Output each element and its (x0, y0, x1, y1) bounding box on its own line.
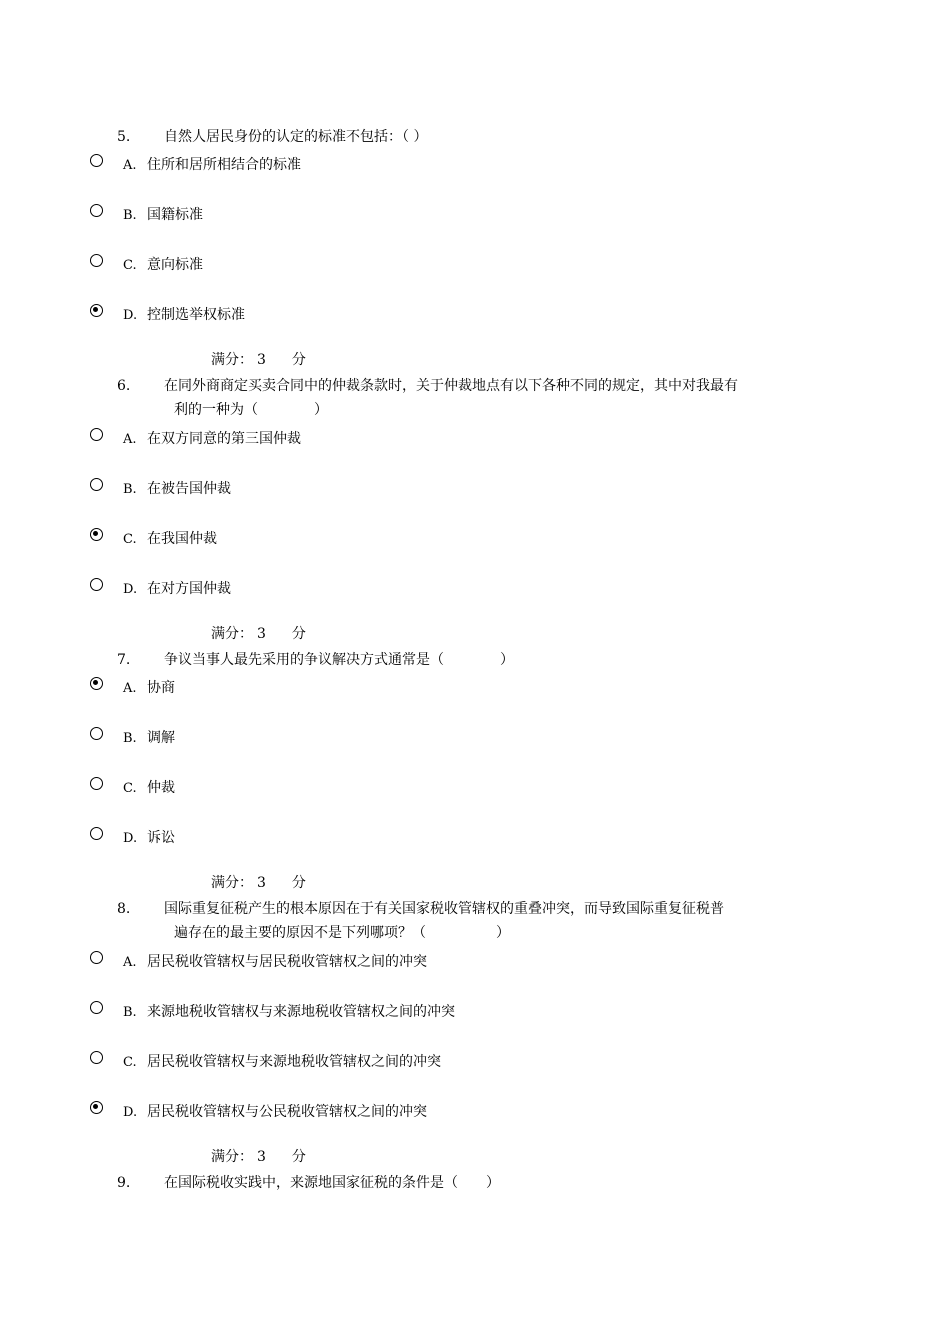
radio-button[interactable] (90, 578, 103, 591)
question-text: 自然人居民身份的认定的标准不包括：（ ） (164, 129, 428, 145)
question-8-option-a[interactable] (90, 951, 690, 977)
question-7-option-b[interactable] (90, 727, 690, 753)
radio-button-selected[interactable] (90, 304, 103, 317)
option-letter: C. (123, 1055, 137, 1070)
question-6-option-c[interactable] (90, 528, 690, 554)
radio-button[interactable] (90, 827, 103, 840)
option-text: 在我国仲裁 (147, 531, 217, 547)
option-letter: C. (123, 781, 137, 796)
question-text-line-2: 遍存在的最主要的原因不是下列哪项？（ ） (174, 925, 510, 941)
question-number: 7. (117, 652, 131, 668)
option-text: 国籍标准 (147, 207, 203, 223)
option-letter: C. (123, 258, 137, 273)
radio-button-selected[interactable] (90, 1101, 103, 1114)
option-text: 住所和居所相结合的标准 (147, 157, 301, 173)
radio-button-selected[interactable] (90, 528, 103, 541)
score-value: 3 (257, 352, 266, 368)
score-value: 3 (257, 626, 266, 642)
question-5-stem (117, 125, 817, 149)
question-6-option-d[interactable] (90, 578, 690, 604)
score-value: 3 (257, 1149, 266, 1165)
question-7-option-c[interactable] (90, 777, 690, 803)
question-number: 6. (117, 378, 131, 394)
question-5-option-a[interactable] (90, 154, 690, 180)
question-7-stem (117, 648, 817, 672)
question-5-option-b[interactable] (90, 204, 690, 230)
question-5-option-d[interactable] (90, 304, 690, 330)
question-5-option-c[interactable] (90, 254, 690, 280)
radio-button[interactable] (90, 154, 103, 167)
radio-button[interactable] (90, 428, 103, 441)
question-text-line-1: 在同外商商定买卖合同中的仲裁条款时，关于仲裁地点有以下各种不同的规定，其中对我最有 (164, 378, 738, 394)
option-letter: D. (123, 831, 138, 846)
option-text: 居民税收管辖权与公民税收管辖权之间的冲突 (147, 1104, 427, 1120)
option-letter: B. (123, 208, 137, 223)
score-label: 满分： (211, 352, 253, 368)
option-text: 协商 (147, 680, 175, 696)
score-label: 满分： (211, 875, 253, 891)
radio-button[interactable] (90, 478, 103, 491)
question-5-score (211, 351, 306, 369)
question-6-score (211, 625, 306, 643)
score-unit: 分 (291, 352, 306, 368)
option-letter: C. (123, 532, 137, 547)
option-letter: A. (123, 681, 137, 696)
radio-button[interactable] (90, 1051, 103, 1064)
option-text: 在对方国仲裁 (147, 581, 231, 597)
question-6-option-a[interactable] (90, 428, 690, 454)
radio-button-selected[interactable] (90, 677, 103, 690)
score-unit: 分 (291, 875, 306, 891)
question-text-line-1: 国际重复征税产生的根本原因在于有关国家税收管辖权的重叠冲突，而导致国际重复征税普 (164, 901, 724, 917)
question-8-option-c[interactable] (90, 1051, 690, 1077)
option-text: 诉讼 (147, 830, 175, 846)
radio-button[interactable] (90, 777, 103, 790)
question-6-stem (117, 374, 817, 422)
score-value: 3 (257, 875, 266, 891)
question-8-option-b[interactable] (90, 1001, 690, 1027)
question-text (164, 374, 817, 422)
radio-button[interactable] (90, 204, 103, 217)
option-text: 居民税收管辖权与来源地税收管辖权之间的冲突 (147, 1054, 441, 1070)
option-text: 仲裁 (147, 780, 175, 796)
question-text: 争议当事人最先采用的争议解决方式通常是（ ） (164, 652, 514, 668)
score-unit: 分 (291, 1149, 306, 1165)
radio-button[interactable] (90, 254, 103, 267)
radio-button[interactable] (90, 951, 103, 964)
option-letter: A. (123, 432, 137, 447)
score-unit: 分 (291, 626, 306, 642)
option-text: 控制选举权标准 (147, 307, 245, 323)
question-6-option-b[interactable] (90, 478, 690, 504)
option-text: 在被告国仲裁 (147, 481, 231, 497)
score-label: 满分： (211, 626, 253, 642)
option-text: 调解 (147, 730, 175, 746)
option-text: 在双方同意的第三国仲裁 (147, 431, 301, 447)
option-letter: A. (123, 158, 137, 173)
option-letter: B. (123, 731, 137, 746)
question-7-option-a[interactable] (90, 677, 690, 703)
question-number: 5. (117, 129, 131, 145)
score-label: 满分： (211, 1149, 253, 1165)
question-8-stem (117, 897, 817, 945)
option-letter: D. (123, 582, 138, 597)
question-7-score (211, 874, 306, 892)
question-number: 8. (117, 901, 131, 917)
question-8-option-d[interactable] (90, 1101, 690, 1127)
option-text: 居民税收管辖权与居民税收管辖权之间的冲突 (147, 954, 427, 970)
radio-button[interactable] (90, 727, 103, 740)
option-letter: D. (123, 1105, 138, 1120)
question-8-score (211, 1148, 306, 1166)
option-letter: B. (123, 482, 137, 497)
question-text (164, 897, 817, 945)
option-letter: B. (123, 1005, 137, 1020)
question-9-stem (117, 1171, 817, 1195)
question-number: 9. (117, 1175, 131, 1191)
question-text: 在国际税收实践中，来源地国家征税的条件是（ ） (164, 1175, 500, 1191)
question-7-option-d[interactable] (90, 827, 690, 853)
option-letter: A. (123, 955, 137, 970)
option-text: 意向标准 (147, 257, 203, 273)
option-text: 来源地税收管辖权与来源地税收管辖权之间的冲突 (147, 1004, 455, 1020)
radio-button[interactable] (90, 1001, 103, 1014)
option-letter: D. (123, 308, 138, 323)
question-text-line-2: 利的一种为（ ） (174, 402, 328, 418)
